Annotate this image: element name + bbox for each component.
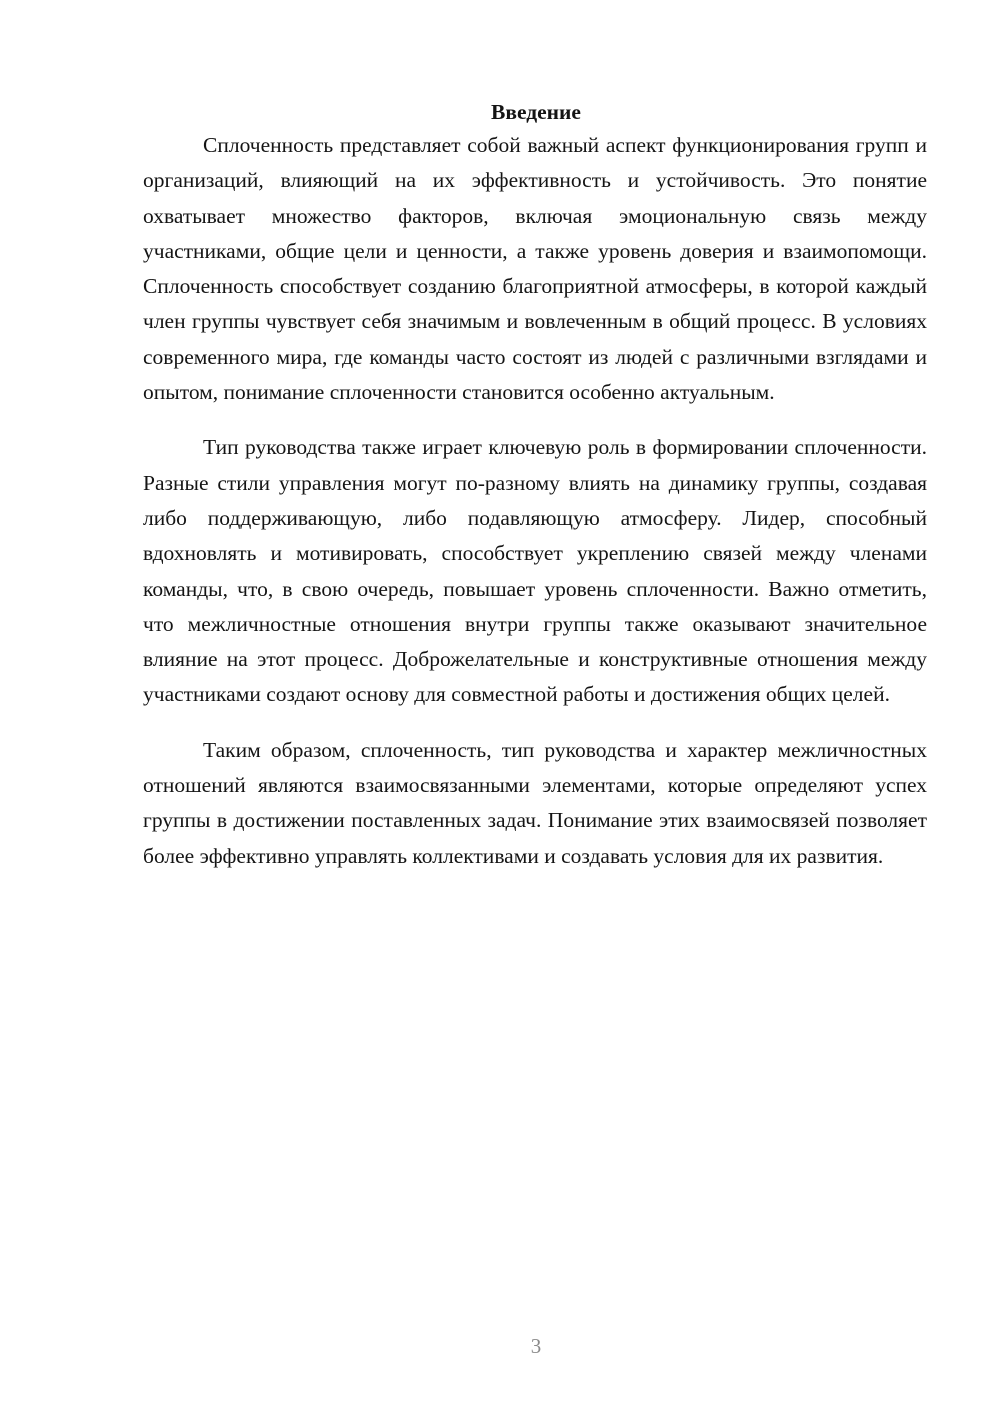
paragraph-conclusion: Таким образом, сплоченность, тип руководства и характер межличностных отношений являются взаимосвязанными элементами, которые определяют успех группы в достижении поставленных задач. Понимание этих взаимосвязей позволяет более эффективно управлять коллективами и создавать условия для их развития. [143,737,927,868]
section-title: Введение [491,100,581,124]
page-number: 3 [530,1334,542,1358]
paragraph-leadership: Тип руководства также играет ключевую роль в формировании сплоченности. Разные стили управления могут по-разному влиять на динамику группы, создавая либо поддерживающую, либо подавляющую атмосферу. Лидер, способный вдохновлять и мотивировать, способствует укреплению связей между членами команды, что, в свою очередь, повышает уровень сплоченности. Важно отметить, что межличностные отношения внутри группы также оказывают значительное влияние на этот процесс. Доброжелательные и конструктивные отношения между участниками создают основу для совместной работы и достижения общих целей. [143,435,927,707]
page-content [143,97,927,874]
paragraph-cohesion: Сплоченность представляет собой важный аспект функционирования групп и организаций, влияющий на их эффективность и устойчивость. Это понятие охватывает множество факторов, включая эмоциональную связь между участниками, общие цели и ценности, а также уровень доверия и взаимопомощи. Сплоченность способствует созданию благоприятной атмосферы, в которой каждый член группы чувствует себя значимым и вовлеченным в общий процесс. В условиях современного мира, где команды часто состоят из людей с различными взглядами и опытом, понимание сплоченности становится особенно актуальным. [143,133,927,405]
